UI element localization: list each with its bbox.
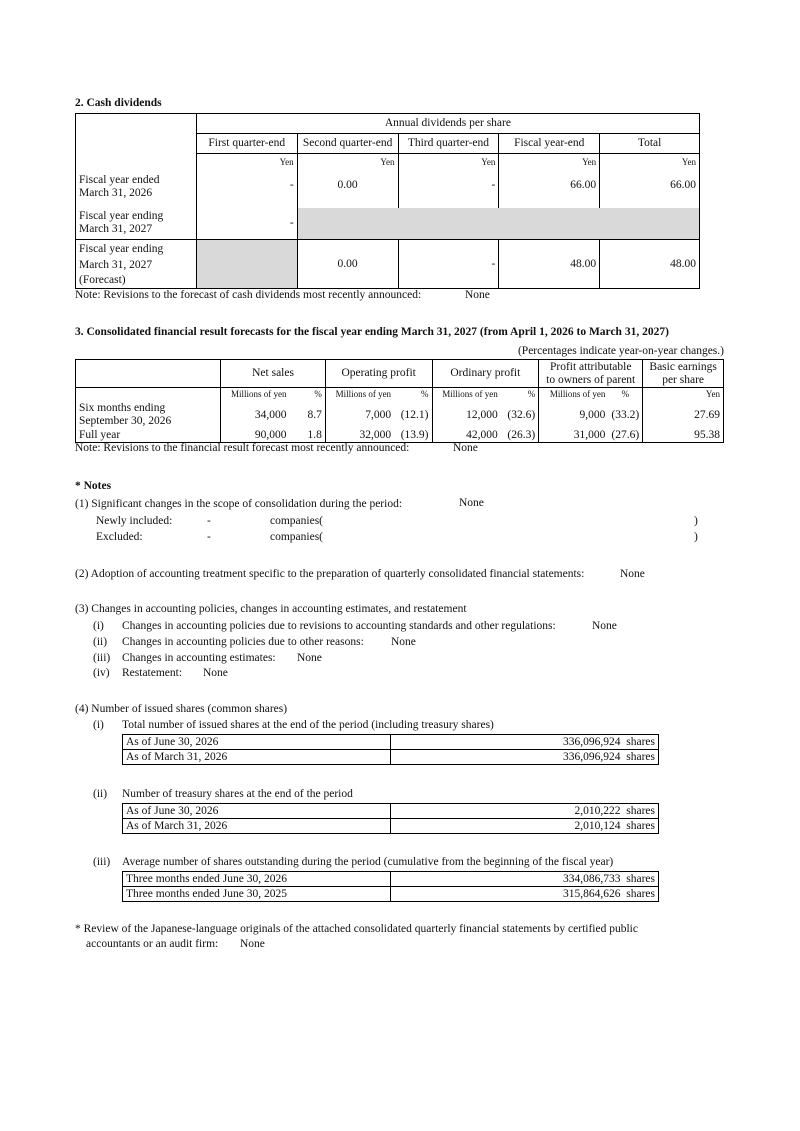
note-3: (3) Changes in accounting policies, changes in accounting estimates, and restatement — [75, 603, 467, 615]
row-label: Fiscal year ended — [79, 173, 160, 186]
unit-yen: Yen — [643, 388, 724, 402]
col-header-line: Basic earnings — [649, 360, 717, 373]
note-3-ii: Changes in accounting policies due to other reasons: — [122, 636, 364, 648]
forecast-table — [75, 359, 724, 443]
note-3-ii-num: (ii) — [93, 636, 108, 648]
cash-dividends-heading: 2. Cash dividends — [75, 97, 162, 109]
cell-value: 8.7 — [289, 401, 325, 429]
excluded-dash: - — [207, 531, 211, 543]
cell-value: 95.38 — [643, 429, 724, 443]
table-row — [123, 872, 659, 887]
col-header-line: to owners of parent — [546, 373, 636, 386]
col-second-quarter: Second quarter-end — [297, 134, 398, 154]
newly-included-close: ) — [694, 515, 698, 527]
unit-percent: % — [501, 388, 539, 402]
cell-value: 27.69 — [643, 401, 724, 429]
table-row — [123, 804, 659, 819]
table-row — [76, 401, 724, 429]
table-row — [123, 819, 659, 834]
cell-value: 9,000 — [579, 408, 606, 421]
note-3-i-num: (i) — [93, 620, 104, 632]
unit-yen: Yen — [297, 154, 398, 172]
review-note-line1: * Review of the Japanese-language originals of the attached consolidated quarterly financial statements by certified public — [75, 923, 638, 935]
shares-label: As of March 31, 2026 — [123, 750, 391, 765]
cell-value: 1.8 — [289, 429, 325, 443]
note-1-value: None — [459, 497, 484, 509]
cell-value: (27.6) — [608, 429, 642, 443]
shares-label: As of March 31, 2026 — [123, 819, 391, 834]
note-2: (2) Adoption of accounting treatment specific to the preparation of quarterly consolidated financial statements: — [75, 568, 585, 580]
unit-millions: Millions of yen — [335, 389, 392, 399]
col-header-line: Profit attributable — [549, 360, 632, 373]
cell-value: 48.00 — [499, 240, 600, 289]
cell-value: (12.1) — [394, 401, 432, 429]
note-4-iii-num: (iii) — [93, 856, 111, 868]
note-4-ii: Number of treasury shares at the end of the period — [122, 788, 353, 800]
col-net-sales: Net sales — [221, 360, 326, 388]
cell-value: 0.00 — [297, 240, 398, 289]
newly-included-companies: companies( — [270, 515, 324, 527]
cash-note-value: None — [465, 289, 490, 301]
shares-label: As of June 30, 2026 — [123, 735, 391, 750]
shares-value: 336,096,924 shares — [391, 735, 659, 750]
shares-value: 315,864,626 shares — [391, 887, 659, 902]
cell-value: 66.00 — [600, 172, 700, 208]
note-4-iii: Average number of shares outstanding during the period (cumulative from the beginning of the fiscal year) — [122, 856, 614, 868]
cell-value: 31,000 — [539, 429, 609, 443]
note-3-iii: Changes in accounting estimates: — [122, 652, 276, 664]
unit-yen: Yen — [600, 154, 700, 172]
note-3-iv-num: (iv) — [93, 667, 110, 679]
row-label: March 31, 2026 — [79, 186, 153, 199]
col-basic-eps — [643, 360, 724, 388]
unit-millions: Millions of yen — [230, 389, 287, 399]
row-label: September 30, 2026 — [79, 415, 172, 427]
unit-percent: % — [608, 388, 642, 402]
cell-value: - — [196, 172, 297, 208]
col-header-line: per share — [662, 373, 705, 386]
shares-value: 334,086,733 shares — [391, 872, 659, 887]
cell-value: 0.00 — [297, 172, 398, 208]
col-profit-attributable — [539, 360, 643, 388]
row-label: (Forecast) — [79, 274, 126, 286]
cell-value: (13.9) — [394, 429, 432, 443]
unit-percent: % — [289, 388, 325, 402]
notes-heading: * Notes — [75, 480, 112, 492]
cell-value: 34,000 — [254, 408, 287, 421]
shares-label: Three months ended June 30, 2025 — [123, 887, 391, 902]
cell-value: - — [196, 208, 297, 240]
cash-note: Note: Revisions to the forecast of cash dividends most recently announced: — [75, 289, 422, 301]
row-label: Full year — [76, 429, 221, 443]
unit-percent: % — [394, 388, 432, 402]
cell-value: 48.00 — [600, 240, 700, 289]
cell-value: 32,000 — [325, 429, 394, 443]
row-label: Fiscal year ending — [79, 243, 164, 255]
cell-value: (33.2) — [608, 401, 642, 429]
review-note-line2: accountants or an audit firm: — [86, 938, 219, 950]
forecast-note-value: None — [453, 442, 478, 454]
note-3-ii-value: None — [391, 636, 416, 648]
unit-yen: Yen — [196, 154, 297, 172]
unit-yen: Yen — [499, 154, 600, 172]
note-3-i: Changes in accounting policies due to revisions to accounting standards and other regulations: — [122, 620, 556, 632]
unit-millions: Millions of yen — [549, 389, 606, 399]
note-3-iii-num: (iii) — [93, 652, 111, 664]
table-row — [123, 750, 659, 765]
col-fiscal-year-end: Fiscal year-end — [499, 134, 600, 154]
table-row — [123, 735, 659, 750]
forecast-note: Note: Revisions to the financial result forecast most recently announced: — [75, 442, 410, 454]
excluded-label: Excluded: — [96, 531, 143, 543]
unit-millions: Millions of yen — [442, 389, 498, 399]
row-label: Six months ending — [79, 402, 166, 414]
unit-yen: Yen — [398, 154, 499, 172]
note-1: (1) Significant changes in the scope of consolidation during the period: — [75, 498, 403, 510]
col-ordinary-profit: Ordinary profit — [432, 360, 539, 388]
excluded-companies: companies( — [270, 531, 324, 543]
col-first-quarter: First quarter-end — [196, 134, 297, 154]
note-4-ii-num: (ii) — [93, 788, 108, 800]
newly-included-dash: - — [207, 515, 211, 527]
treasury-shares-table — [122, 803, 659, 834]
note-3-iii-value: None — [297, 652, 322, 664]
shares-label: As of June 30, 2026 — [123, 804, 391, 819]
cash-dividends-table — [75, 113, 700, 289]
table-row — [76, 240, 700, 289]
shares-value: 2,010,124 shares — [391, 819, 659, 834]
cell-value: 12,000 — [466, 408, 498, 421]
note-4-i: Total number of issued shares at the end of the period (including treasury shares) — [122, 719, 494, 731]
annual-dividends-header: Annual dividends per share — [196, 114, 699, 134]
shares-value: 2,010,222 shares — [391, 804, 659, 819]
cell-value: - — [398, 172, 499, 208]
newly-included-label: Newly included: — [96, 515, 173, 527]
row-label: Fiscal year ending — [79, 209, 164, 222]
cell-value: (26.3) — [501, 429, 539, 443]
table-row — [76, 208, 700, 240]
note-3-iv: Restatement: — [122, 667, 183, 679]
review-note-value: None — [240, 938, 265, 950]
shares-value: 336,096,924 shares — [391, 750, 659, 765]
col-operating-profit: Operating profit — [325, 360, 432, 388]
cell-value: 42,000 — [432, 429, 501, 443]
table-row — [123, 887, 659, 902]
percentage-note: (Percentages indicate year-on-year changes.) — [517, 345, 724, 357]
note-4-i-num: (i) — [93, 719, 104, 731]
note-3-i-value: None — [592, 620, 617, 632]
issued-shares-table — [122, 734, 659, 765]
cell-value: 7,000 — [365, 408, 392, 421]
note-4: (4) Number of issued shares (common shares) — [75, 703, 288, 715]
table-row — [76, 172, 700, 208]
col-total: Total — [600, 134, 700, 154]
note-3-iv-value: None — [203, 667, 228, 679]
table-row — [76, 429, 724, 443]
forecast-heading: 3. Consolidated financial result forecasts for the fiscal year ending March 31, 2027 (from April 1, 2026 to March 31, 2027) — [75, 326, 669, 338]
note-2-value: None — [620, 568, 645, 580]
row-label: March 31, 2027 — [79, 259, 153, 271]
shares-label: Three months ended June 30, 2026 — [123, 872, 391, 887]
cell-value: - — [398, 240, 499, 289]
average-shares-table — [122, 871, 659, 902]
cell-value: 90,000 — [221, 429, 290, 443]
excluded-close: ) — [694, 531, 698, 543]
cell-value: (32.6) — [501, 401, 539, 429]
cell-value: 66.00 — [499, 172, 600, 208]
row-label: March 31, 2027 — [79, 222, 153, 235]
col-third-quarter: Third quarter-end — [398, 134, 499, 154]
